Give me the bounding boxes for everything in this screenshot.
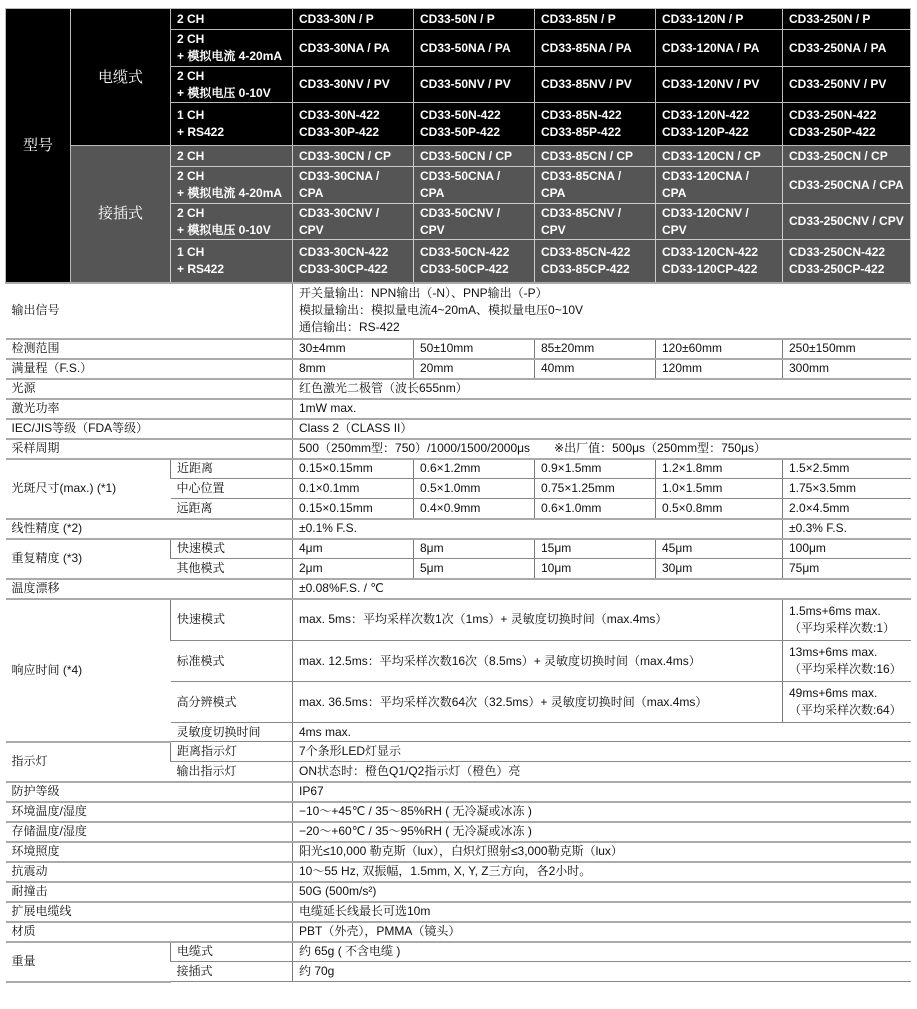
- model-number: CD33-120CNA / CPA: [656, 167, 783, 204]
- spec-value: 阳光≤10,000 勒克斯（lux），白炽灯照射≤3,000勒克斯（lux）: [293, 842, 911, 862]
- spec-value: 7个条形LED灯显示: [293, 742, 911, 762]
- channel-option: + 模拟电压 0-10V: [177, 222, 271, 237]
- spec-label: 检测范围: [6, 339, 293, 359]
- model-number: CD33-50NV / PV: [414, 67, 535, 103]
- model-number: CD33-50N / P: [414, 9, 535, 30]
- connection-type-cable: 电缆式: [71, 9, 171, 146]
- spec-row-sampling: [6, 439, 911, 459]
- spec-table: [5, 8, 911, 983]
- channel-cell: [171, 146, 293, 167]
- channel-cell: [171, 240, 293, 283]
- channel-count: 2 CH: [177, 11, 205, 26]
- spec-row-weight: [6, 942, 911, 962]
- spec-value-250: ±0.3% F.S.: [783, 519, 911, 539]
- spec-sublabel: 标准模式: [171, 641, 293, 682]
- spec-row-drift: [6, 579, 911, 599]
- spec-value: 30μm: [656, 559, 783, 579]
- spec-value: 300mm: [783, 359, 911, 379]
- channel-cell: [171, 204, 293, 240]
- channel-option: + RS422: [177, 261, 225, 276]
- spec-label: 重复精度 (*3): [6, 539, 171, 579]
- spec-value: 电缆延长线最长可选10m: [293, 902, 911, 922]
- spec-value: 85±20mm: [535, 339, 656, 359]
- channel-count: 2 CH: [177, 32, 205, 46]
- model-number: CD33-85NV / PV: [535, 67, 656, 103]
- spec-value: 约 65g ( 不含电缆 ): [293, 942, 911, 962]
- model-row: [6, 9, 911, 30]
- model-number: CD33-30CN-422 CD33-30CP-422: [293, 240, 414, 283]
- model-number: CD33-30CN / CP: [293, 146, 414, 167]
- spec-value: 1.75×3.5mm: [783, 479, 911, 499]
- spec-value: 0.6×1.2mm: [414, 459, 535, 479]
- spec-value: 120mm: [656, 359, 783, 379]
- spec-sublabel: 中心位置: [171, 479, 293, 499]
- connection-type-plug: 接插式: [71, 146, 171, 283]
- model-number: CD33-50NA / PA: [414, 30, 535, 67]
- spec-sublabel: 输出指示灯: [171, 762, 293, 782]
- model-number: CD33-50CN-422 CD33-50CP-422: [414, 240, 535, 283]
- model-number: CD33-120NA / PA: [656, 30, 783, 67]
- spec-value: 2.0×4.5mm: [783, 499, 911, 519]
- spec-row-ip: [6, 782, 911, 802]
- spec-value: PBT（外壳），PMMA（镜头）: [293, 922, 911, 942]
- model-number: CD33-250NA / PA: [783, 30, 911, 67]
- model-number: CD33-120NV / PV: [656, 67, 783, 103]
- spec-value: 0.1×0.1mm: [293, 479, 414, 499]
- spec-value: 500（250mm型：750）/1000/1500/2000μs ※出厂值：500μs（250mm型：750μs）: [293, 439, 911, 459]
- model-number: CD33-85N / P: [535, 9, 656, 30]
- spec-value: 30±4mm: [293, 339, 414, 359]
- spec-value: ±0.1% F.S.: [293, 519, 783, 539]
- channel-count: 1 CH: [177, 244, 205, 259]
- spec-sublabel: 远距离: [171, 499, 293, 519]
- spec-value-250: 1.5ms+6ms max. （平均采样次数:1）: [783, 599, 911, 641]
- spec-value: IP67: [293, 782, 911, 802]
- spec-row-class: [6, 419, 911, 439]
- channel-count: 2 CH: [177, 148, 205, 163]
- channel-count: 1 CH: [177, 108, 205, 122]
- spec-value: 1.0×1.5mm: [656, 479, 783, 499]
- spec-row-light: [6, 842, 911, 862]
- spec-value: 0.6×1.0mm: [535, 499, 656, 519]
- spec-value: 5μm: [414, 559, 535, 579]
- spec-sublabel: 高分辨模式: [171, 682, 293, 723]
- spec-row-fs: [6, 359, 911, 379]
- model-number: CD33-30NV / PV: [293, 67, 414, 103]
- spec-sublabel: 距离指示灯: [171, 742, 293, 762]
- model-number: CD33-250CN-422 CD33-250CP-422: [783, 240, 911, 283]
- spec-row-indicator: [6, 742, 911, 762]
- model-number: CD33-250NV / PV: [783, 67, 911, 103]
- spec-value: 40mm: [535, 359, 656, 379]
- channel-option: + 模拟电流 4-20mA: [177, 186, 283, 200]
- spec-label: 材质: [6, 922, 293, 942]
- spec-value: Class 2（CLASS II）: [293, 419, 911, 439]
- channel-option: + 模拟电流 4-20mA: [177, 49, 283, 63]
- channel-cell: [171, 103, 293, 146]
- spec-label: 抗震动: [6, 862, 293, 882]
- spec-value: 50±10mm: [414, 339, 535, 359]
- model-number: CD33-120CN / CP: [656, 146, 783, 167]
- model-row: [6, 146, 911, 167]
- model-number: CD33-85N-422 CD33-85P-422: [535, 103, 656, 146]
- spec-value: 0.75×1.25mm: [535, 479, 656, 499]
- spec-label: 满量程（F.S.）: [6, 359, 293, 379]
- spec-value: 开关量输出：NPN输出（-N）、PNP输出（-P） 模拟量输出：模拟量电流4~20mA、模拟量电压0~10V 通信输出：RS-422: [293, 283, 911, 339]
- spec-value: −20～+60℃ / 35～95%RH ( 无冷凝或冰冻 ): [293, 822, 911, 842]
- model-number: CD33-85CNA / CPA: [535, 167, 656, 204]
- spec-row-shock: [6, 882, 911, 902]
- spec-label: 温度漂移: [6, 579, 293, 599]
- spec-sublabel: 接插式: [171, 962, 293, 982]
- spec-value: ON状态时：橙色Q1/Q2指示灯（橙色）亮: [293, 762, 911, 782]
- spec-value: 10～55 Hz, 双振幅，1.5mm, X, Y, Z三方向，各2小时。: [293, 862, 911, 882]
- spec-value: 75μm: [783, 559, 911, 579]
- model-number: CD33-120N-422 CD33-120P-422: [656, 103, 783, 146]
- model-number: CD33-85CN / CP: [535, 146, 656, 167]
- spec-value: max. 5ms：平均采样次数1次（1ms）+ 灵敏度切换时间（max.4ms）: [293, 599, 783, 641]
- spec-row-envtemp: [6, 802, 911, 822]
- model-number: CD33-50CN / CP: [414, 146, 535, 167]
- spec-label: 响应时间 (*4): [6, 599, 171, 742]
- model-number: CD33-30N / P: [293, 9, 414, 30]
- model-number: CD33-250CNA / CPA: [783, 167, 911, 204]
- model-number: CD33-120CN-422 CD33-120CP-422: [656, 240, 783, 283]
- channel-cell: [171, 9, 293, 30]
- spec-sublabel: 灵敏度切换时间: [171, 723, 293, 742]
- model-number: CD33-30N-422 CD33-30P-422: [293, 103, 414, 146]
- spec-value: 10μm: [535, 559, 656, 579]
- spec-label: 耐撞击: [6, 882, 293, 902]
- channel-count: 2 CH: [177, 205, 205, 220]
- spec-value: 8μm: [414, 539, 535, 559]
- spec-row-range: [6, 339, 911, 359]
- spec-label: 光斑尺寸(max.) (*1): [6, 459, 171, 519]
- model-number: CD33-250CNV / CPV: [783, 204, 911, 240]
- spec-row-spot: [6, 459, 911, 479]
- spec-value: 100μm: [783, 539, 911, 559]
- spec-value: 250±150mm: [783, 339, 911, 359]
- spec-label: IEC/JIS等级（FDA等级）: [6, 419, 293, 439]
- spec-value: 50G (500m/s²): [293, 882, 911, 902]
- spec-value: 0.9×1.5mm: [535, 459, 656, 479]
- model-number: CD33-85CNV / CPV: [535, 204, 656, 240]
- spec-value: max. 36.5ms：平均采样次数64次（32.5ms）+ 灵敏度切换时间（max.4ms）: [293, 682, 783, 723]
- spec-value: 0.15×0.15mm: [293, 459, 414, 479]
- spec-label: 环境温度/湿度: [6, 802, 293, 822]
- model-number: CD33-50N-422 CD33-50P-422: [414, 103, 535, 146]
- channel-cell: [171, 167, 293, 204]
- spec-value: max. 12.5ms：平均采样次数16次（8.5ms）+ 灵敏度切换时间（max.4ms）: [293, 641, 783, 682]
- spec-sublabel: 快速模式: [171, 599, 293, 641]
- model-number: CD33-250CN / CP: [783, 146, 911, 167]
- spec-value: −10～+45℃ / 35～85%RH ( 无冷凝或冰冻 ): [293, 802, 911, 822]
- channel-cell: [171, 30, 293, 67]
- spec-value: 4μm: [293, 539, 414, 559]
- spec-label: 存储温度/湿度: [6, 822, 293, 842]
- model-number: CD33-30CNV / CPV: [293, 204, 414, 240]
- spec-value: 约 70g: [293, 962, 911, 982]
- spec-value-250: 13ms+6ms max. （平均采样次数:16）: [783, 641, 911, 682]
- spec-value: 1.2×1.8mm: [656, 459, 783, 479]
- spec-value: 0.15×0.15mm: [293, 499, 414, 519]
- spec-value: 45μm: [656, 539, 783, 559]
- spec-value: 8mm: [293, 359, 414, 379]
- model-number: CD33-30CNA / CPA: [293, 167, 414, 204]
- spec-label: 采样周期: [6, 439, 293, 459]
- spec-label: 线性精度 (*2): [6, 519, 293, 539]
- spec-row-linearity: [6, 519, 911, 539]
- spec-value: 1mW max.: [293, 399, 911, 419]
- model-number: CD33-50CNV / CPV: [414, 204, 535, 240]
- spec-label: 重量: [6, 942, 171, 982]
- spec-label: 防护等级: [6, 782, 293, 802]
- model-number: CD33-30NA / PA: [293, 30, 414, 67]
- spec-label: 环境照度: [6, 842, 293, 862]
- spec-row-power: [6, 399, 911, 419]
- model-number: CD33-85CN-422 CD33-85CP-422: [535, 240, 656, 283]
- spec-row-output: [6, 283, 911, 339]
- channel-count: 2 CH: [177, 169, 205, 183]
- spec-value: 4ms max.: [293, 723, 911, 742]
- spec-value: 1.5×2.5mm: [783, 459, 911, 479]
- spec-row-response: [6, 599, 911, 641]
- spec-value: 2μm: [293, 559, 414, 579]
- spec-value-250: 49ms+6ms max. （平均采样次数:64）: [783, 682, 911, 723]
- spec-value: 0.5×0.8mm: [656, 499, 783, 519]
- spec-row-cable: [6, 902, 911, 922]
- spec-sublabel: 其他模式: [171, 559, 293, 579]
- spec-row-repeat: [6, 539, 911, 559]
- model-number: CD33-85NA / PA: [535, 30, 656, 67]
- spec-label: 光源: [6, 379, 293, 399]
- spec-sublabel: 近距离: [171, 459, 293, 479]
- spec-label: 指示灯: [6, 742, 171, 782]
- spec-sublabel: 快速模式: [171, 539, 293, 559]
- channel-option: + 模拟电压 0-10V: [177, 85, 271, 100]
- model-header: 型号: [6, 9, 71, 283]
- channel-option: + RS422: [177, 125, 225, 139]
- model-number: CD33-250N / P: [783, 9, 911, 30]
- channel-count: 2 CH: [177, 68, 205, 83]
- spec-value: 20mm: [414, 359, 535, 379]
- model-number: CD33-120CNV / CPV: [656, 204, 783, 240]
- spec-value: ±0.08%F.S. / ℃: [293, 579, 911, 599]
- model-number: CD33-50CNA / CPA: [414, 167, 535, 204]
- spec-value: 15μm: [535, 539, 656, 559]
- spec-row-vibration: [6, 862, 911, 882]
- spec-label: 扩展电缆线: [6, 902, 293, 922]
- spec-row-source: [6, 379, 911, 399]
- spec-row-storetemp: [6, 822, 911, 842]
- channel-cell: [171, 67, 293, 103]
- spec-value: 0.5×1.0mm: [414, 479, 535, 499]
- spec-row-material: [6, 922, 911, 942]
- spec-value: 0.4×0.9mm: [414, 499, 535, 519]
- spec-sublabel: 电缆式: [171, 942, 293, 962]
- spec-label: 激光功率: [6, 399, 293, 419]
- spec-value: 120±60mm: [656, 339, 783, 359]
- model-number: CD33-250N-422 CD33-250P-422: [783, 103, 911, 146]
- spec-label: 输出信号: [6, 283, 293, 339]
- model-number: CD33-120N / P: [656, 9, 783, 30]
- spec-value: 红色激光二极管（波长655nm）: [293, 379, 911, 399]
